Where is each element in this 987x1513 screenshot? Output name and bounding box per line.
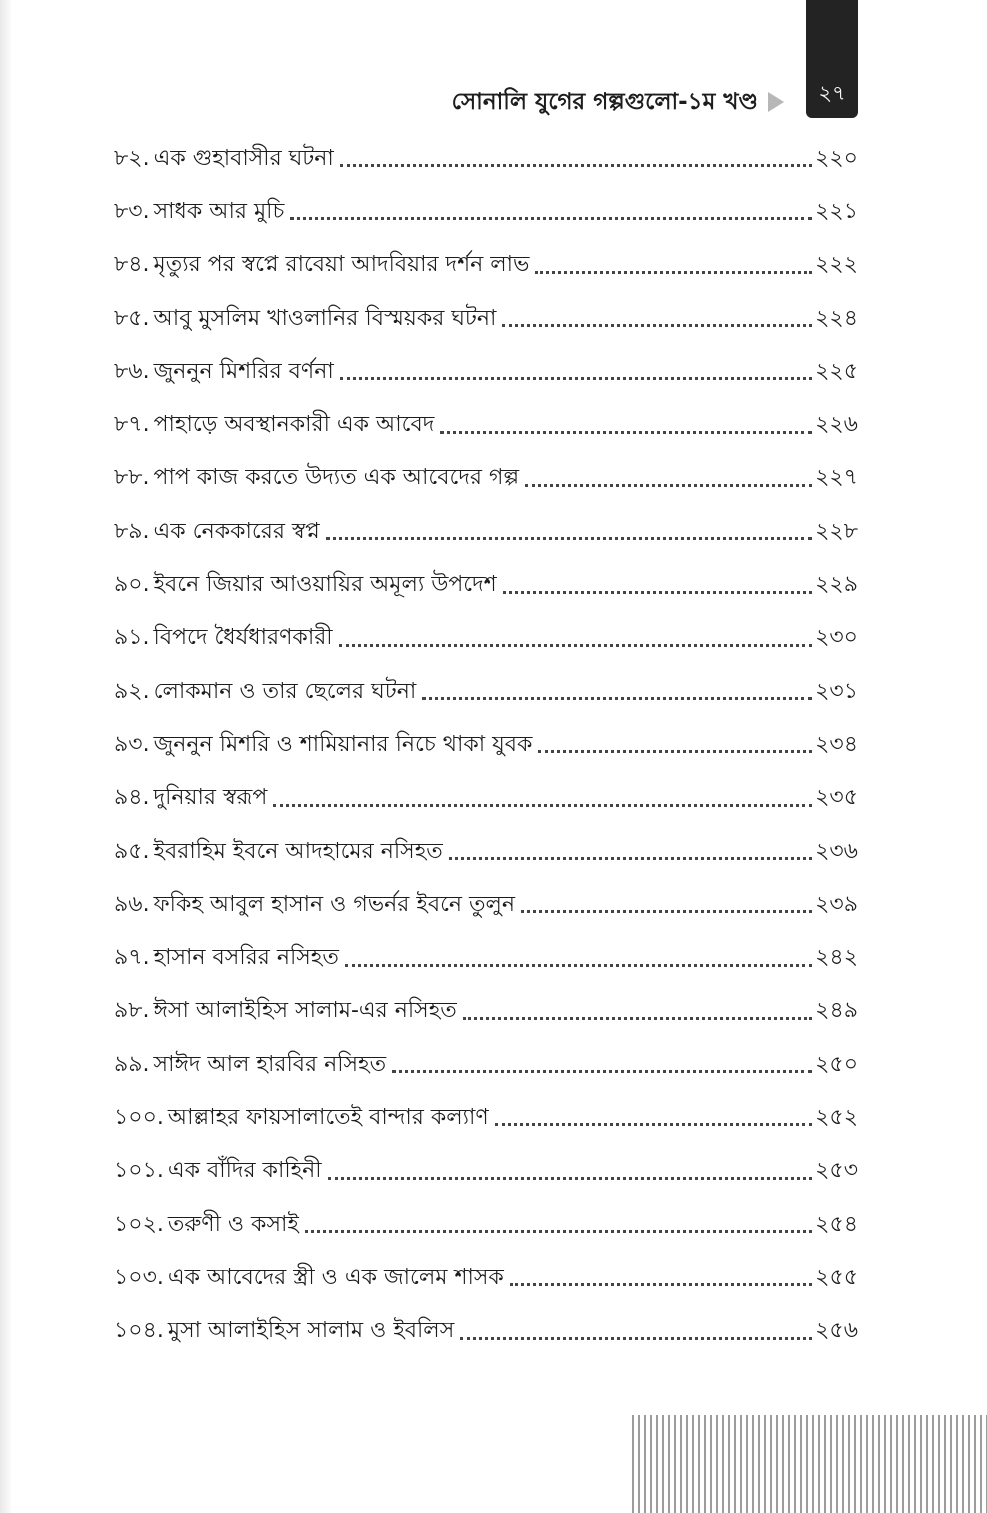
- entry-number: ৮৪.: [114, 252, 150, 278]
- book-title: সোনালি যুগের গল্পগুলো-১ম খণ্ড: [451, 88, 758, 115]
- entry-title: পাপ কাজ করতে উদ্যত এক আবেদের গল্প: [153, 465, 520, 491]
- entry-page: ২২০: [815, 145, 858, 171]
- toc-entry: [114, 718, 858, 771]
- toc-entry: [114, 985, 858, 1038]
- entry-number: ৮৩.: [114, 198, 150, 224]
- entry-number: ৮২.: [114, 145, 150, 171]
- toc-entry: [114, 878, 858, 931]
- entry-number: ৮৯.: [114, 518, 150, 544]
- entry-page: ২২৬: [815, 412, 858, 438]
- dot-leader: [510, 1283, 812, 1286]
- toc-entry: [114, 558, 858, 611]
- entry-title: এক গুহাবাসীর ঘটনা: [153, 145, 334, 171]
- entry-title: পাহাড়ে অবস্থানকারী এক আবেদ: [153, 412, 435, 438]
- dot-leader: [535, 271, 812, 274]
- entry-title: মুসা আলাইহিস সালাম ও ইবলিস: [167, 1318, 455, 1344]
- dot-leader: [525, 484, 812, 487]
- entry-title: লোকমান ও তার ছেলের ঘটনা: [153, 678, 417, 704]
- entry-title: এক নেককারের স্বপ্ন: [153, 518, 320, 544]
- toc-entry: [114, 345, 858, 398]
- entry-title: এক বাঁদির কাহিনী: [167, 1158, 322, 1184]
- entry-title: দুনিয়ার স্বরূপ: [153, 785, 268, 811]
- entry-number: ৯৮.: [114, 998, 150, 1024]
- entry-number: ১০০.: [114, 1104, 164, 1130]
- toc-entry: [114, 185, 858, 238]
- entry-page: ২৫৫: [815, 1264, 858, 1290]
- toc-entry: [114, 505, 858, 558]
- entry-page: ২৩৫: [815, 785, 858, 811]
- entry-page: ২২৭: [815, 465, 858, 491]
- entry-title: সাঈদ আল হারবির নসিহত: [153, 1051, 387, 1077]
- page-number: ২৭: [818, 81, 846, 105]
- entry-page: ২৪৯: [815, 998, 858, 1024]
- entry-page: ২২৯: [815, 572, 858, 598]
- dot-leader: [460, 1337, 812, 1340]
- entry-title: হাসান বসরির নসিহত: [153, 945, 339, 971]
- toc-entry: [114, 292, 858, 345]
- entry-page: ২২৮: [815, 518, 858, 544]
- entry-number: ৯৬.: [114, 891, 150, 917]
- entry-title: এক আবেদের স্ত্রী ও এক জালেম শাসক: [167, 1264, 504, 1290]
- toc-entry: [114, 1251, 858, 1304]
- entry-number: ১০৩.: [114, 1264, 164, 1290]
- dot-leader: [503, 591, 812, 594]
- entry-page: ২৫২: [815, 1104, 858, 1130]
- dot-leader: [328, 1177, 813, 1180]
- entry-number: ১০১.: [114, 1158, 164, 1184]
- toc-entry: [114, 931, 858, 984]
- entry-page: ২৩৪: [815, 731, 858, 757]
- page-number-tab: [806, 0, 858, 118]
- toc-entry: [114, 1038, 858, 1091]
- entry-number: ৯৯.: [114, 1051, 150, 1077]
- dot-leader: [422, 697, 812, 700]
- entry-number: ৮৭.: [114, 412, 150, 438]
- entry-number: ৯০.: [114, 572, 150, 598]
- entry-page: ২৩০: [815, 625, 858, 651]
- entry-title: জুননুন মিশরির বর্ণনা: [153, 358, 334, 384]
- entry-number: ৯১.: [114, 625, 150, 651]
- toc-entry: [114, 1198, 858, 1251]
- toc-entry: [114, 239, 858, 292]
- entry-page: ২৫০: [815, 1051, 858, 1077]
- page-left-edge: [0, 0, 12, 1513]
- toc-entry: [114, 452, 858, 505]
- entry-number: ৮৮.: [114, 465, 150, 491]
- dot-leader: [440, 431, 812, 434]
- dot-leader: [502, 324, 812, 327]
- entry-number: ৯২.: [114, 678, 150, 704]
- toc-entry: [114, 1091, 858, 1144]
- entry-number: ৯৭.: [114, 945, 150, 971]
- entry-page: ২৩৬: [815, 838, 858, 864]
- toc-entry: [114, 772, 858, 825]
- entry-number: ৮৬.: [114, 358, 150, 384]
- entry-title: ইবরাহিম ইবনে আদহামের নসিহত: [153, 838, 443, 864]
- dot-leader: [290, 217, 812, 220]
- entry-page: ২৫৬: [815, 1318, 858, 1344]
- dot-leader: [495, 1123, 812, 1126]
- running-header: [300, 82, 784, 122]
- entry-title: ঈসা আলাইহিস সালাম-এর নসিহত: [153, 998, 457, 1024]
- table-of-contents: [114, 132, 858, 1358]
- dot-leader: [326, 537, 812, 540]
- dot-leader: [340, 164, 812, 167]
- dot-leader: [463, 1017, 812, 1020]
- entry-title: তরুণী ও কসাই: [167, 1211, 299, 1237]
- toc-entry: [114, 825, 858, 878]
- toc-entry: [114, 132, 858, 185]
- toc-entry: [114, 612, 858, 665]
- toc-entry: [114, 1305, 858, 1358]
- dot-leader: [339, 644, 812, 647]
- dot-leader: [345, 964, 812, 967]
- entry-page: ২২১: [815, 198, 858, 224]
- entry-number: ৯৪.: [114, 785, 150, 811]
- entry-title: ইবনে জিয়ার আওয়ায়ির অমূল্য উপদেশ: [153, 572, 497, 598]
- entry-number: ১০৪.: [114, 1318, 164, 1344]
- entry-page: ২২৫: [815, 358, 858, 384]
- entry-title: বিপদে ধৈর্যধারণকারী: [153, 625, 333, 651]
- dot-leader: [340, 377, 812, 380]
- entry-number: ১০২.: [114, 1211, 164, 1237]
- entry-page: ২৫৪: [815, 1211, 858, 1237]
- entry-number: ৯৩.: [114, 731, 150, 757]
- entry-title: আবু মুসলিম খাওলানির বিস্ময়কর ঘটনা: [153, 305, 497, 331]
- entry-page: ২৩৯: [815, 891, 858, 917]
- entry-number: ৯৫.: [114, 838, 150, 864]
- decorative-stripes: [632, 1415, 987, 1513]
- dot-leader: [392, 1070, 812, 1073]
- dot-leader: [449, 857, 812, 860]
- entry-title: ফকিহ আবুল হাসান ও গভর্নর ইবনে তুলুন: [153, 891, 516, 917]
- entry-title: জুননুন মিশরি ও শামিয়ানার নিচে থাকা যুবক: [153, 731, 533, 757]
- dot-leader: [305, 1230, 812, 1233]
- entry-page: ২৪২: [815, 945, 858, 971]
- dot-leader: [521, 910, 812, 913]
- dot-leader: [273, 804, 812, 807]
- entry-title: সাধক আর মুচি: [153, 198, 285, 224]
- entry-page: ২২২: [815, 252, 858, 278]
- entry-title: আল্লাহর ফায়সালাতেই বান্দার কল্যাণ: [167, 1104, 489, 1130]
- entry-title: মৃত্যুর পর স্বপ্নে রাবেয়া আদবিয়ার দর্শন লাভ: [153, 252, 530, 278]
- entry-page: ২২৪: [815, 305, 858, 331]
- entry-page: ২৫৩: [815, 1158, 858, 1184]
- entry-page: ২৩১: [815, 678, 858, 704]
- toc-entry: [114, 398, 858, 451]
- toc-entry: [114, 1145, 858, 1198]
- triangle-arrow-icon: [768, 92, 784, 112]
- dot-leader: [538, 750, 812, 753]
- entry-number: ৮৫.: [114, 305, 150, 331]
- toc-entry: [114, 665, 858, 718]
